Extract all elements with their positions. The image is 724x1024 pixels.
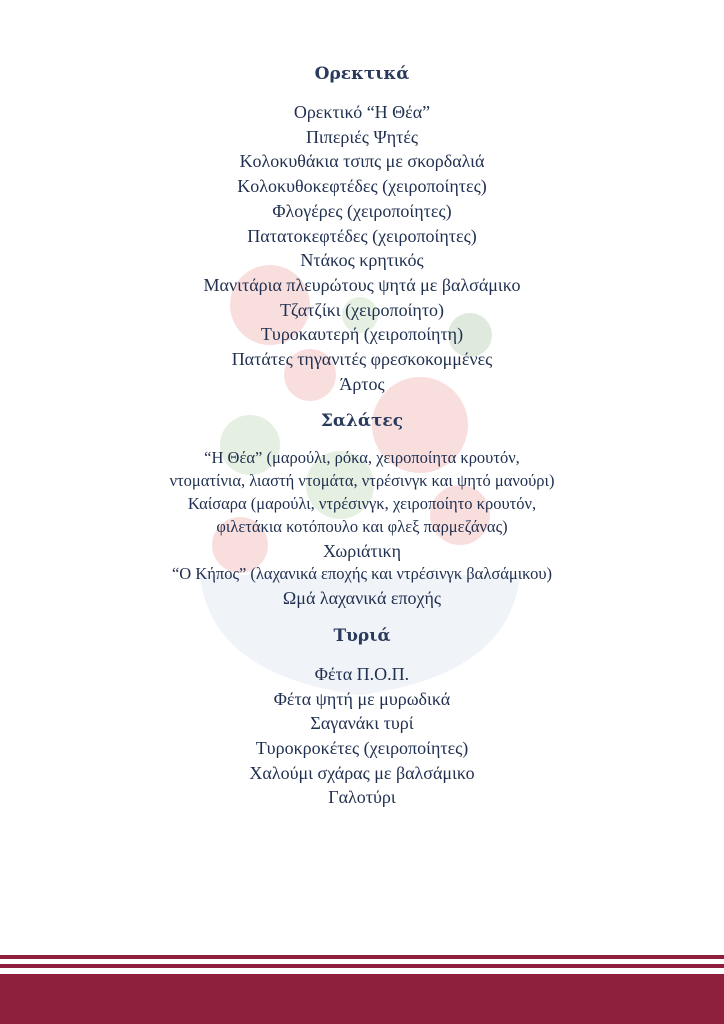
menu-item: Πιπεριές Ψητές <box>305 126 419 147</box>
menu-item: Κολοκυθοκεφτέδες (χειροποίητες) <box>237 176 487 197</box>
menu-item: Χαλούμι σχάρας με βαλσάμικο <box>249 762 475 783</box>
menu-item: Τζατζίκι (χειροποίητο) <box>279 299 445 320</box>
menu <box>0 62 724 823</box>
menu-item: Ντάκος κρητικός <box>300 250 424 271</box>
menu-item: Πατάτες τηγανιτές φρεσκοκομμένες <box>231 349 493 370</box>
footer-band <box>0 974 724 1024</box>
menu-section-salates <box>0 409 724 610</box>
section-title: Σαλάτες <box>320 411 404 432</box>
section-title: Ορεκτικά <box>314 64 410 84</box>
menu-item: Φέτα ψητή με μυρωδικά <box>273 688 451 709</box>
menu-item: Ωμά λαχανικά εποχής <box>282 588 442 609</box>
menu-item: Καίσαρα (μαρούλι, ντρέσινγκ, χειροποίητο κρουτόν, φιλετάκια κοτόπουλο και φλεξ παρμεζάνας) <box>187 494 537 536</box>
menu-item: Μανιτάρια πλευρώτους ψητά με βαλσάμικο <box>203 274 521 295</box>
footer-stripe <box>0 964 724 968</box>
menu-item: “Ο Κήπος” (λαχανικά εποχής και ντρέσινγκ βαλσάμικου) <box>171 564 553 584</box>
menu-item: Φέτα Π.Ο.Π. <box>314 663 410 684</box>
footer-stripe <box>0 955 724 959</box>
menu-section-tyria <box>0 624 724 810</box>
menu-section-orektika <box>0 62 724 396</box>
menu-item: Τυροκαυτερή (χειροποίητη) <box>260 324 464 345</box>
menu-item: Σαγανάκι τυρί <box>310 713 414 734</box>
menu-item: Άρτος <box>339 373 385 394</box>
section-title: Τυριά <box>333 625 391 646</box>
menu-item: Φλογέρες (χειροποίητες) <box>272 200 452 221</box>
menu-item: Πατατοκεφτέδες (χειροποίητες) <box>247 225 477 246</box>
menu-item: Χωριάτικη <box>322 540 402 561</box>
menu-item: Τυροκροκέτες (χειροποίητες) <box>255 737 469 758</box>
menu-item: Γαλοτύρι <box>328 787 396 808</box>
menu-item: “Η Θέα” (μαρούλι, ρόκα, χειροποίητα κρουτόν, ντοματίνια, λιαστή ντομάτα, ντρέσινγκ και ψητό μανούρι) <box>169 448 555 491</box>
menu-item: Κολοκυθάκια τσιπς με σκορδαλιά <box>239 151 485 172</box>
menu-item: Ορεκτικό “Η Θέα” <box>293 102 431 122</box>
